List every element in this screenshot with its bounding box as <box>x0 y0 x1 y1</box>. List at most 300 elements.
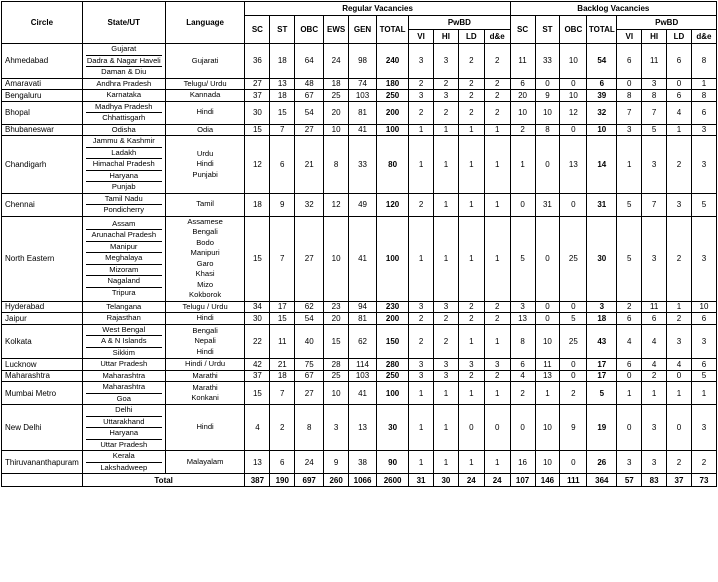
reg-value-cell: 62 <box>295 301 324 313</box>
bk-value-cell: 8 <box>642 90 667 102</box>
reg-total-cell: 150 <box>377 324 409 359</box>
state-header: State/UT <box>82 2 165 44</box>
bk-total-cell: 26 <box>587 451 617 474</box>
reg-value-cell: 2 <box>409 313 434 325</box>
reg-value-cell: 3 <box>409 359 434 371</box>
reg-value-cell: 64 <box>295 44 324 79</box>
reg-value-cell: 1 <box>409 382 434 405</box>
bk-value-cell: 20 <box>510 90 535 102</box>
bk-value-cell: 0 <box>560 124 587 136</box>
table-row <box>2 44 717 79</box>
reg-total-cell: 100 <box>377 382 409 405</box>
circle-header: Circle <box>2 2 83 44</box>
bk-value-cell: 8 <box>510 324 535 359</box>
language-name: Tamil <box>196 199 214 209</box>
reg-value-cell: 4 <box>245 405 270 451</box>
vacancy-table <box>1 1 717 487</box>
reg-value-cell: 3 <box>458 359 484 371</box>
language-cell <box>165 101 245 124</box>
language-name: Manipuri <box>190 248 220 257</box>
reg-value-cell: 3 <box>409 44 434 79</box>
bk-value-cell: 11 <box>642 301 667 313</box>
reg-value-cell: 2 <box>458 78 484 90</box>
state-name: Mizoram <box>86 264 162 276</box>
state-name: Dadra & Nagar Haveli <box>86 55 161 65</box>
bk-value-cell: 3 <box>691 324 716 359</box>
reg-value-cell: 2 <box>458 44 484 79</box>
bk-value-cell: 3 <box>642 136 667 194</box>
state-name: Chhattisgarh <box>86 112 162 124</box>
reg-value-cell: 3 <box>484 359 510 371</box>
reg-pwbd-header: PwBD <box>409 16 511 30</box>
reg-value-cell: 7 <box>270 124 295 136</box>
bk-value-cell: 2 <box>642 370 667 382</box>
reg-value-cell: 1 <box>434 405 459 451</box>
state-name: Gujarat <box>111 44 137 53</box>
bk-value-cell: 11 <box>642 44 667 79</box>
state-name: Tamil Nadu <box>104 193 143 203</box>
bk-value-cell: 1 <box>667 301 692 313</box>
reg-value-cell: 3 <box>434 359 459 371</box>
states-cell <box>82 313 165 325</box>
table-row <box>2 78 717 90</box>
reg-total-cell: 250 <box>377 90 409 102</box>
language-cell <box>165 370 245 382</box>
bk-value-cell: 4 <box>510 370 535 382</box>
language-name: Telugu/ Urdu <box>183 78 227 88</box>
circle-cell: Hyderabad <box>2 301 83 313</box>
reg-value-cell: 3 <box>409 90 434 102</box>
reg-value-cell: 94 <box>349 301 377 313</box>
states-cell <box>82 90 165 102</box>
total-bk-cell: 107 <box>510 474 535 487</box>
bk-value-cell: 5 <box>560 313 587 325</box>
state-name: Manipur <box>86 241 162 253</box>
bk-value-cell: 3 <box>642 405 667 451</box>
regular-vacancies-header: Regular Vacancies <box>245 2 510 16</box>
bk-value-cell: 5 <box>691 193 716 216</box>
total-reg-cell: 30 <box>434 474 459 487</box>
bk-value-cell: 2 <box>510 124 535 136</box>
reg-total-cell: 80 <box>377 136 409 194</box>
bk-value-cell: 10 <box>535 324 560 359</box>
reg-value-cell: 15 <box>270 101 295 124</box>
reg-value-cell: 23 <box>324 301 349 313</box>
circle-cell: Bhopal <box>2 101 83 124</box>
reg-value-cell: 2 <box>484 313 510 325</box>
reg-value-cell: 2 <box>484 301 510 313</box>
table-row <box>2 313 717 325</box>
total-reg-cell: 190 <box>270 474 295 487</box>
bk-value-cell: 0 <box>560 370 587 382</box>
reg-value-cell: 3 <box>409 301 434 313</box>
state-name: Rajasthan <box>106 313 141 322</box>
reg-value-cell: 15 <box>245 124 270 136</box>
language-name: Odia <box>197 124 214 134</box>
reg-obc-header: OBC <box>295 16 324 44</box>
bk-value-cell: 3 <box>667 324 692 359</box>
state-name: Punjab <box>86 181 162 193</box>
total-bk-cell: 57 <box>617 474 642 487</box>
reg-ews-header: EWS <box>324 16 349 44</box>
bk-value-cell: 5 <box>642 124 667 136</box>
states-cell <box>82 451 165 474</box>
circle-cell: Lucknow <box>2 359 83 371</box>
reg-value-cell: 1 <box>458 216 484 301</box>
bk-value-cell: 25 <box>560 216 587 301</box>
reg-value-cell: 2 <box>434 101 459 124</box>
reg-value-cell: 17 <box>270 301 295 313</box>
language-header: Language <box>165 2 245 44</box>
bk-value-cell: 1 <box>617 382 642 405</box>
reg-value-cell: 9 <box>270 193 295 216</box>
reg-st-header: ST <box>270 16 295 44</box>
bk-value-cell: 0 <box>667 405 692 451</box>
circle-cell: Maharashtra <box>2 370 83 382</box>
reg-value-cell: 13 <box>270 78 295 90</box>
reg-value-cell: 9 <box>324 451 349 474</box>
bk-value-cell: 6 <box>691 101 716 124</box>
bk-value-cell: 1 <box>535 382 560 405</box>
bk-value-cell: 0 <box>617 78 642 90</box>
bk-total-cell: 30 <box>587 216 617 301</box>
language-name: Marathi <box>192 370 218 380</box>
bk-total-cell: 43 <box>587 324 617 359</box>
bk-value-cell: 0 <box>510 193 535 216</box>
reg-value-cell: 28 <box>324 359 349 371</box>
states-cell <box>82 324 165 359</box>
bk-value-cell: 1 <box>642 382 667 405</box>
language-cell <box>165 359 245 371</box>
bk-value-cell: 10 <box>691 301 716 313</box>
bk-value-cell: 0 <box>560 359 587 371</box>
reg-value-cell: 67 <box>295 90 324 102</box>
bk-value-cell: 4 <box>667 359 692 371</box>
state-name: Telangana <box>106 301 142 311</box>
language-cell <box>165 451 245 474</box>
bk-value-cell: 5 <box>617 193 642 216</box>
bk-pwbd-header: PwBD <box>617 16 717 30</box>
bk-value-cell: 0 <box>560 301 587 313</box>
reg-value-cell: 2 <box>484 78 510 90</box>
state-name: Odisha <box>111 124 136 134</box>
reg-value-cell: 0 <box>458 405 484 451</box>
reg-value-cell: 7 <box>270 382 295 405</box>
reg-value-cell: 18 <box>270 90 295 102</box>
reg-value-cell: 103 <box>349 370 377 382</box>
bk-value-cell: 4 <box>642 324 667 359</box>
bk-value-cell: 9 <box>535 90 560 102</box>
bk-value-cell: 3 <box>691 136 716 194</box>
states-cell <box>82 370 165 382</box>
bk-value-cell: 12 <box>560 101 587 124</box>
total-reg-cell: 31 <box>409 474 434 487</box>
bk-total-cell: 14 <box>587 136 617 194</box>
reg-total-cell: 200 <box>377 101 409 124</box>
state-name: Haryana <box>86 170 162 182</box>
bk-value-cell: 3 <box>691 405 716 451</box>
reg-value-cell: 25 <box>324 370 349 382</box>
bk-value-cell: 10 <box>535 405 560 451</box>
reg-value-cell: 2 <box>409 78 434 90</box>
bk-value-cell: 3 <box>667 193 692 216</box>
circle-cell: Kolkata <box>2 324 83 359</box>
states-cell <box>82 382 165 405</box>
reg-value-cell: 15 <box>324 324 349 359</box>
total-reg-cell: 24 <box>458 474 484 487</box>
reg-value-cell: 27 <box>295 124 324 136</box>
bk-total-cell: 5 <box>587 382 617 405</box>
bk-value-cell: 11 <box>535 359 560 371</box>
bk-value-cell: 0 <box>535 313 560 325</box>
bk-value-cell: 5 <box>691 370 716 382</box>
reg-total-cell: 100 <box>377 216 409 301</box>
table-row <box>2 359 717 371</box>
bk-value-cell: 33 <box>535 44 560 79</box>
bk-total-cell: 31 <box>587 193 617 216</box>
state-name: Sikkim <box>86 347 162 359</box>
bk-value-cell: 10 <box>560 90 587 102</box>
reg-value-cell: 114 <box>349 359 377 371</box>
language-name: Bodo <box>196 237 214 247</box>
bk-value-cell: 6 <box>667 90 692 102</box>
language-name: Punjabi <box>192 169 218 179</box>
bk-value-cell: 6 <box>691 313 716 325</box>
reg-value-cell: 2 <box>458 101 484 124</box>
reg-value-cell: 1 <box>409 124 434 136</box>
bk-value-cell: 1 <box>510 136 535 194</box>
reg-value-cell: 62 <box>349 324 377 359</box>
language-name: Garo <box>196 258 214 268</box>
table-row <box>2 301 717 313</box>
table-row <box>2 124 717 136</box>
language-cell <box>165 313 245 325</box>
bk-value-cell: 2 <box>667 451 692 474</box>
bk-value-cell: 6 <box>617 313 642 325</box>
reg-value-cell: 3 <box>434 90 459 102</box>
bk-ld-header: LD <box>667 30 692 44</box>
reg-gen-header: GEN <box>349 16 377 44</box>
language-cell <box>165 405 245 451</box>
language-name: Hindi <box>196 159 214 168</box>
reg-value-cell: 20 <box>324 313 349 325</box>
reg-value-cell: 32 <box>295 193 324 216</box>
state-name: Goa <box>86 393 162 405</box>
bk-value-cell: 3 <box>617 451 642 474</box>
bk-value-cell: 6 <box>691 359 716 371</box>
states-cell <box>82 216 165 301</box>
reg-value-cell: 12 <box>324 193 349 216</box>
bk-value-cell: 0 <box>560 78 587 90</box>
total-bk-cell: 73 <box>691 474 716 487</box>
reg-value-cell: 30 <box>245 101 270 124</box>
reg-value-cell: 2 <box>484 370 510 382</box>
bk-value-cell: 0 <box>535 136 560 194</box>
circle-cell: Thiruvananthapuram <box>2 451 83 474</box>
table-row <box>2 101 717 124</box>
reg-sc-header: SC <box>245 16 270 44</box>
bk-value-cell: 6 <box>510 78 535 90</box>
reg-value-cell: 13 <box>349 405 377 451</box>
bk-value-cell: 31 <box>535 193 560 216</box>
reg-value-cell: 1 <box>458 124 484 136</box>
language-cell <box>165 44 245 79</box>
reg-value-cell: 2 <box>458 301 484 313</box>
bk-value-cell: 2 <box>667 216 692 301</box>
bk-value-cell: 8 <box>691 90 716 102</box>
state-name: Madhya Pradesh <box>95 101 153 111</box>
reg-value-cell: 2 <box>458 370 484 382</box>
reg-value-cell: 18 <box>324 78 349 90</box>
state-name: Nagaland <box>86 275 162 287</box>
circle-cell: New Delhi <box>2 405 83 451</box>
bk-value-cell: 2 <box>667 136 692 194</box>
reg-hi-header: HI <box>434 30 459 44</box>
bk-value-cell: 0 <box>617 405 642 451</box>
reg-value-cell: 2 <box>434 313 459 325</box>
total-bk-cell: 364 <box>587 474 617 487</box>
bk-total-cell: 6 <box>587 78 617 90</box>
language-name: Hindi <box>196 346 214 356</box>
reg-value-cell: 1 <box>434 136 459 194</box>
reg-value-cell: 1 <box>484 216 510 301</box>
states-cell <box>82 359 165 371</box>
backlog-vacancies-header: Backlog Vacancies <box>510 2 716 16</box>
bk-value-cell: 13 <box>535 370 560 382</box>
bk-total-cell: 39 <box>587 90 617 102</box>
states-cell <box>82 136 165 194</box>
table-row <box>2 382 717 405</box>
language-name: Bengali <box>192 325 218 335</box>
reg-value-cell: 36 <box>245 44 270 79</box>
reg-value-cell: 1 <box>458 382 484 405</box>
bk-value-cell: 0 <box>535 78 560 90</box>
language-cell <box>165 90 245 102</box>
reg-value-cell: 25 <box>324 90 349 102</box>
circle-cell: Bengaluru <box>2 90 83 102</box>
reg-value-cell: 1 <box>434 216 459 301</box>
reg-total-cell: 280 <box>377 359 409 371</box>
bk-value-cell: 7 <box>642 101 667 124</box>
bk-value-cell: 8 <box>617 90 642 102</box>
state-name: Lakshadweep <box>86 462 162 474</box>
bk-value-cell: 4 <box>642 359 667 371</box>
bk-total-cell: 17 <box>587 359 617 371</box>
circle-cell: Chennai <box>2 193 83 216</box>
reg-value-cell: 2 <box>484 44 510 79</box>
bk-value-cell: 0 <box>560 451 587 474</box>
table-row <box>2 136 717 194</box>
reg-value-cell: 10 <box>324 216 349 301</box>
language-cell <box>165 382 245 405</box>
bk-value-cell: 3 <box>691 124 716 136</box>
circle-cell: Mumbai Metro <box>2 382 83 405</box>
state-name: Uttarakhand <box>86 416 162 428</box>
bk-value-cell: 6 <box>617 44 642 79</box>
state-name: Pondicherry <box>86 204 162 216</box>
bk-value-cell: 1 <box>667 124 692 136</box>
bk-value-cell: 5 <box>617 216 642 301</box>
reg-value-cell: 2 <box>434 324 459 359</box>
state-name: Kerala <box>112 451 135 460</box>
reg-value-cell: 54 <box>295 101 324 124</box>
reg-value-cell: 11 <box>270 324 295 359</box>
bk-value-cell: 16 <box>510 451 535 474</box>
reg-value-cell: 1 <box>434 193 459 216</box>
bk-vi-header: VI <box>617 30 642 44</box>
total-reg-cell: 697 <box>295 474 324 487</box>
reg-value-cell: 3 <box>434 44 459 79</box>
states-cell <box>82 124 165 136</box>
table-row <box>2 90 717 102</box>
bk-value-cell: 6 <box>667 44 692 79</box>
bk-value-cell: 3 <box>617 124 642 136</box>
reg-value-cell: 2 <box>270 405 295 451</box>
reg-value-cell: 13 <box>245 451 270 474</box>
bk-value-cell: 2 <box>667 313 692 325</box>
bk-value-cell: 5 <box>510 216 535 301</box>
table-row <box>2 451 717 474</box>
state-name: Karnataka <box>106 90 142 99</box>
states-cell <box>82 405 165 451</box>
circle-cell: Ahmedabad <box>2 44 83 79</box>
state-name: Andhra Pradesh <box>96 78 152 88</box>
reg-total-cell: 180 <box>377 78 409 90</box>
reg-value-cell: 1 <box>484 193 510 216</box>
reg-value-cell: 37 <box>245 90 270 102</box>
language-name: Hindi <box>196 313 214 322</box>
reg-value-cell: 18 <box>270 370 295 382</box>
total-label: Total <box>82 474 245 487</box>
language-name: Kannada <box>189 90 221 99</box>
reg-total-cell: 90 <box>377 451 409 474</box>
states-cell <box>82 44 165 79</box>
bk-value-cell: 0 <box>535 216 560 301</box>
circle-cell: Bhubaneswar <box>2 124 83 136</box>
language-name: Hindi / Urdu <box>185 359 226 368</box>
states-cell <box>82 78 165 90</box>
reg-value-cell: 33 <box>349 136 377 194</box>
reg-value-cell: 48 <box>295 78 324 90</box>
bk-value-cell: 4 <box>667 101 692 124</box>
bk-value-cell: 1 <box>691 78 716 90</box>
total-bk-cell: 37 <box>667 474 692 487</box>
reg-value-cell: 41 <box>349 216 377 301</box>
reg-value-cell: 49 <box>349 193 377 216</box>
reg-total-cell: 100 <box>377 124 409 136</box>
reg-de-header: d&e <box>484 30 510 44</box>
reg-total-cell: 230 <box>377 301 409 313</box>
bk-value-cell: 0 <box>535 301 560 313</box>
bk-value-cell: 6 <box>642 313 667 325</box>
bk-value-cell: 6 <box>617 359 642 371</box>
reg-value-cell: 15 <box>270 313 295 325</box>
bk-value-cell: 3 <box>642 216 667 301</box>
reg-value-cell: 8 <box>295 405 324 451</box>
bk-value-cell: 7 <box>642 193 667 216</box>
reg-value-cell: 2 <box>409 324 434 359</box>
reg-value-cell: 6 <box>270 136 295 194</box>
state-name: Maharashtra <box>102 370 146 380</box>
language-cell <box>165 124 245 136</box>
states-cell <box>82 301 165 313</box>
bk-value-cell: 1 <box>667 382 692 405</box>
total-bk-cell: 146 <box>535 474 560 487</box>
bk-value-cell: 3 <box>642 78 667 90</box>
reg-value-cell: 1 <box>409 216 434 301</box>
reg-value-cell: 1 <box>484 136 510 194</box>
states-cell <box>82 101 165 124</box>
